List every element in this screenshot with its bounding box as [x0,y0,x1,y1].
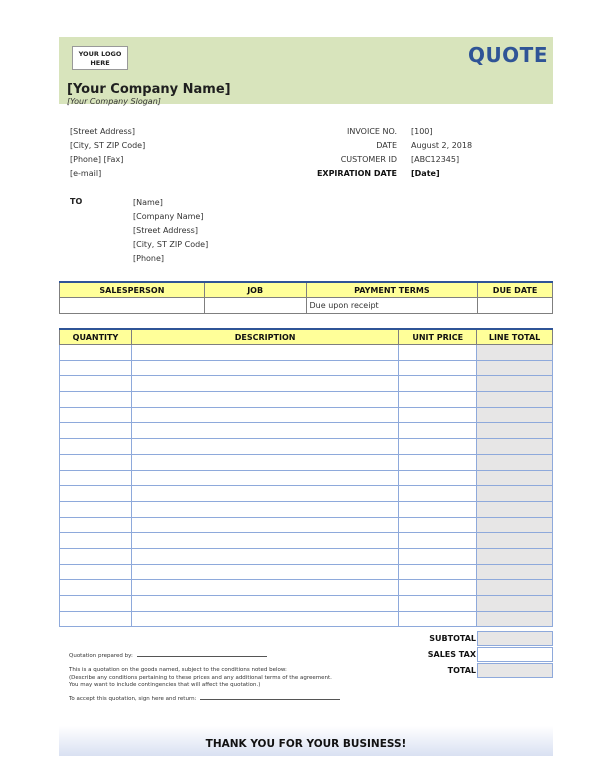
customer-id-label: CUSTOMER ID [340,155,397,164]
quantity-cell[interactable] [60,517,132,533]
description-cell[interactable] [131,548,398,564]
line-items-table [59,328,553,627]
order-info-table [59,281,553,314]
unit-price-cell[interactable] [399,517,477,533]
line-total-cell [477,470,553,486]
quantity-cell[interactable] [60,548,132,564]
unit-price-cell[interactable] [399,564,477,580]
line-item-row [60,548,553,564]
quantity-cell[interactable] [60,470,132,486]
subtotal-value [477,631,553,646]
line-total-cell [477,486,553,502]
description-cell[interactable] [131,596,398,612]
quantity-cell[interactable] [60,423,132,439]
description-cell[interactable] [131,486,398,502]
quantity-cell[interactable] [60,360,132,376]
unit-price-cell[interactable] [399,392,477,408]
totals-block [400,631,553,679]
sender-city[interactable]: [City, ST ZIP Code] [70,141,146,150]
job-cell[interactable] [204,298,306,314]
line-total-cell [477,533,553,549]
line-item-row [60,407,553,423]
description-cell[interactable] [131,360,398,376]
total-row [400,663,553,679]
accept-signature-line[interactable] [200,699,340,700]
quantity-cell[interactable] [60,501,132,517]
logo-line-1: YOUR LOGO [78,50,122,58]
line-item-row [60,345,553,361]
recipient-name[interactable]: [Name] [133,198,163,207]
accept-line [69,696,340,702]
line-item-row [60,423,553,439]
salesperson-header: SALESPERSON [60,282,205,298]
company-name[interactable]: [Your Company Name] [67,82,231,97]
recipient-city[interactable]: [City, ST ZIP Code] [133,240,209,249]
payment-terms-header: PAYMENT TERMS [306,282,478,298]
expiration-value[interactable]: [Date] [411,169,440,178]
line-total-cell [477,392,553,408]
unit-price-cell[interactable] [399,454,477,470]
line-total-header: LINE TOTAL [477,329,553,345]
line-item-row [60,439,553,455]
unit-price-cell[interactable] [399,611,477,627]
line-total-cell [477,611,553,627]
quantity-cell[interactable] [60,439,132,455]
sales-tax-value[interactable] [477,647,553,662]
description-cell[interactable] [131,345,398,361]
logo-line-2: HERE [90,59,110,67]
line-item-row [60,470,553,486]
quantity-cell[interactable] [60,533,132,549]
line-total-cell [477,345,553,361]
recipient-company[interactable]: [Company Name] [133,212,204,221]
line-total-cell [477,596,553,612]
expiration-label: EXPIRATION DATE [316,169,397,178]
payment-terms-cell[interactable]: Due upon receipt [306,298,478,314]
line-total-cell [477,548,553,564]
recipient-street[interactable]: [Street Address] [133,226,198,235]
date-label: DATE [376,141,397,150]
recipient-phone[interactable]: [Phone] [133,254,165,263]
line-total-cell [477,580,553,596]
sender-phone-fax[interactable]: [Phone] [Fax] [70,155,124,164]
conditions-line-2: (Describe any conditions pertaining to these prices and any additional terms of the agreement. [69,674,332,681]
conditions-text [69,667,332,690]
due-date-cell[interactable] [478,298,553,314]
to-label: TO [70,197,83,206]
company-slogan[interactable]: [Your Company Slogan] [67,97,161,106]
line-item-row [60,392,553,408]
job-header: JOB [204,282,306,298]
unit-price-cell[interactable] [399,580,477,596]
description-cell[interactable] [131,454,398,470]
prepared-by-line [69,653,267,659]
line-item-row [60,501,553,517]
quantity-cell[interactable] [60,596,132,612]
order-info-row [60,298,553,314]
total-value [477,663,553,678]
line-total-cell [477,517,553,533]
order-info-header-row [60,282,553,298]
line-total-cell [477,501,553,517]
unit-price-cell[interactable] [399,486,477,502]
quantity-header: QUANTITY [60,329,132,345]
unit-price-header: UNIT PRICE [399,329,477,345]
unit-price-cell[interactable] [399,345,477,361]
unit-price-cell[interactable] [399,360,477,376]
line-item-row [60,376,553,392]
subtotal-row [400,631,553,647]
description-header: DESCRIPTION [131,329,398,345]
line-total-cell [477,376,553,392]
customer-id-value[interactable]: [ABC12345] [411,155,460,164]
quantity-cell[interactable] [60,454,132,470]
line-item-row [60,533,553,549]
line-item-row [60,454,553,470]
line-item-row [60,596,553,612]
line-total-cell [477,407,553,423]
doc-title: QUOTE [467,43,548,67]
description-cell[interactable] [131,517,398,533]
line-item-row [60,611,553,627]
quantity-cell[interactable] [60,580,132,596]
line-total-cell [477,360,553,376]
line-item-row [60,360,553,376]
sales-tax-row [400,647,553,663]
line-item-row [60,564,553,580]
line-total-cell [477,439,553,455]
unit-price-cell[interactable] [399,533,477,549]
prepared-by-signature-line[interactable] [137,656,267,657]
line-item-row [60,580,553,596]
sales-tax-label: SALES TAX [427,650,476,659]
unit-price-cell[interactable] [399,596,477,612]
unit-price-cell[interactable] [399,376,477,392]
conditions-line-1: This is a quotation on the goods named, subject to the conditions noted below: [69,667,287,673]
description-cell[interactable] [131,501,398,517]
description-cell[interactable] [131,580,398,596]
accept-label: To accept this quotation, sign here and return: [69,696,197,702]
description-cell[interactable] [131,611,398,627]
unit-price-cell[interactable] [399,470,477,486]
description-cell[interactable] [131,392,398,408]
invoice-no-label: INVOICE NO. [346,127,397,136]
conditions-line-3: You may want to include contingencies that will affect the quotation.) [69,682,261,688]
description-cell[interactable] [131,439,398,455]
salesperson-cell[interactable] [60,298,205,314]
line-total-cell [477,423,553,439]
line-item-row [60,517,553,533]
unit-price-cell[interactable] [399,423,477,439]
description-cell[interactable] [131,423,398,439]
due-date-header: DUE DATE [478,282,553,298]
quantity-cell[interactable] [60,345,132,361]
sender-street[interactable]: [Street Address] [70,127,135,136]
line-total-cell [477,564,553,580]
description-cell[interactable] [131,470,398,486]
invoice-no-value[interactable]: [100] [411,127,433,136]
line-items-header-row [60,329,553,345]
thank-you-message: THANK YOU FOR YOUR BUSINESS! [205,738,407,750]
total-label: TOTAL [447,666,476,675]
sender-email[interactable]: [e-mail] [70,169,102,178]
quantity-cell[interactable] [60,611,132,627]
subtotal-label: SUBTOTAL [429,634,476,643]
line-item-row [60,486,553,502]
prepared-by-label: Quotation prepared by: [69,653,133,659]
description-cell[interactable] [131,533,398,549]
unit-price-cell[interactable] [399,407,477,423]
date-value[interactable]: August 2, 2018 [411,141,473,150]
quantity-cell[interactable] [60,392,132,408]
quantity-cell[interactable] [60,564,132,580]
logo-placeholder [72,46,128,70]
line-total-cell [477,454,553,470]
unit-price-cell[interactable] [399,501,477,517]
unit-price-cell[interactable] [399,439,477,455]
quantity-cell[interactable] [60,486,132,502]
quantity-cell[interactable] [60,407,132,423]
description-cell[interactable] [131,376,398,392]
description-cell[interactable] [131,564,398,580]
unit-price-cell[interactable] [399,548,477,564]
quantity-cell[interactable] [60,376,132,392]
description-cell[interactable] [131,407,398,423]
